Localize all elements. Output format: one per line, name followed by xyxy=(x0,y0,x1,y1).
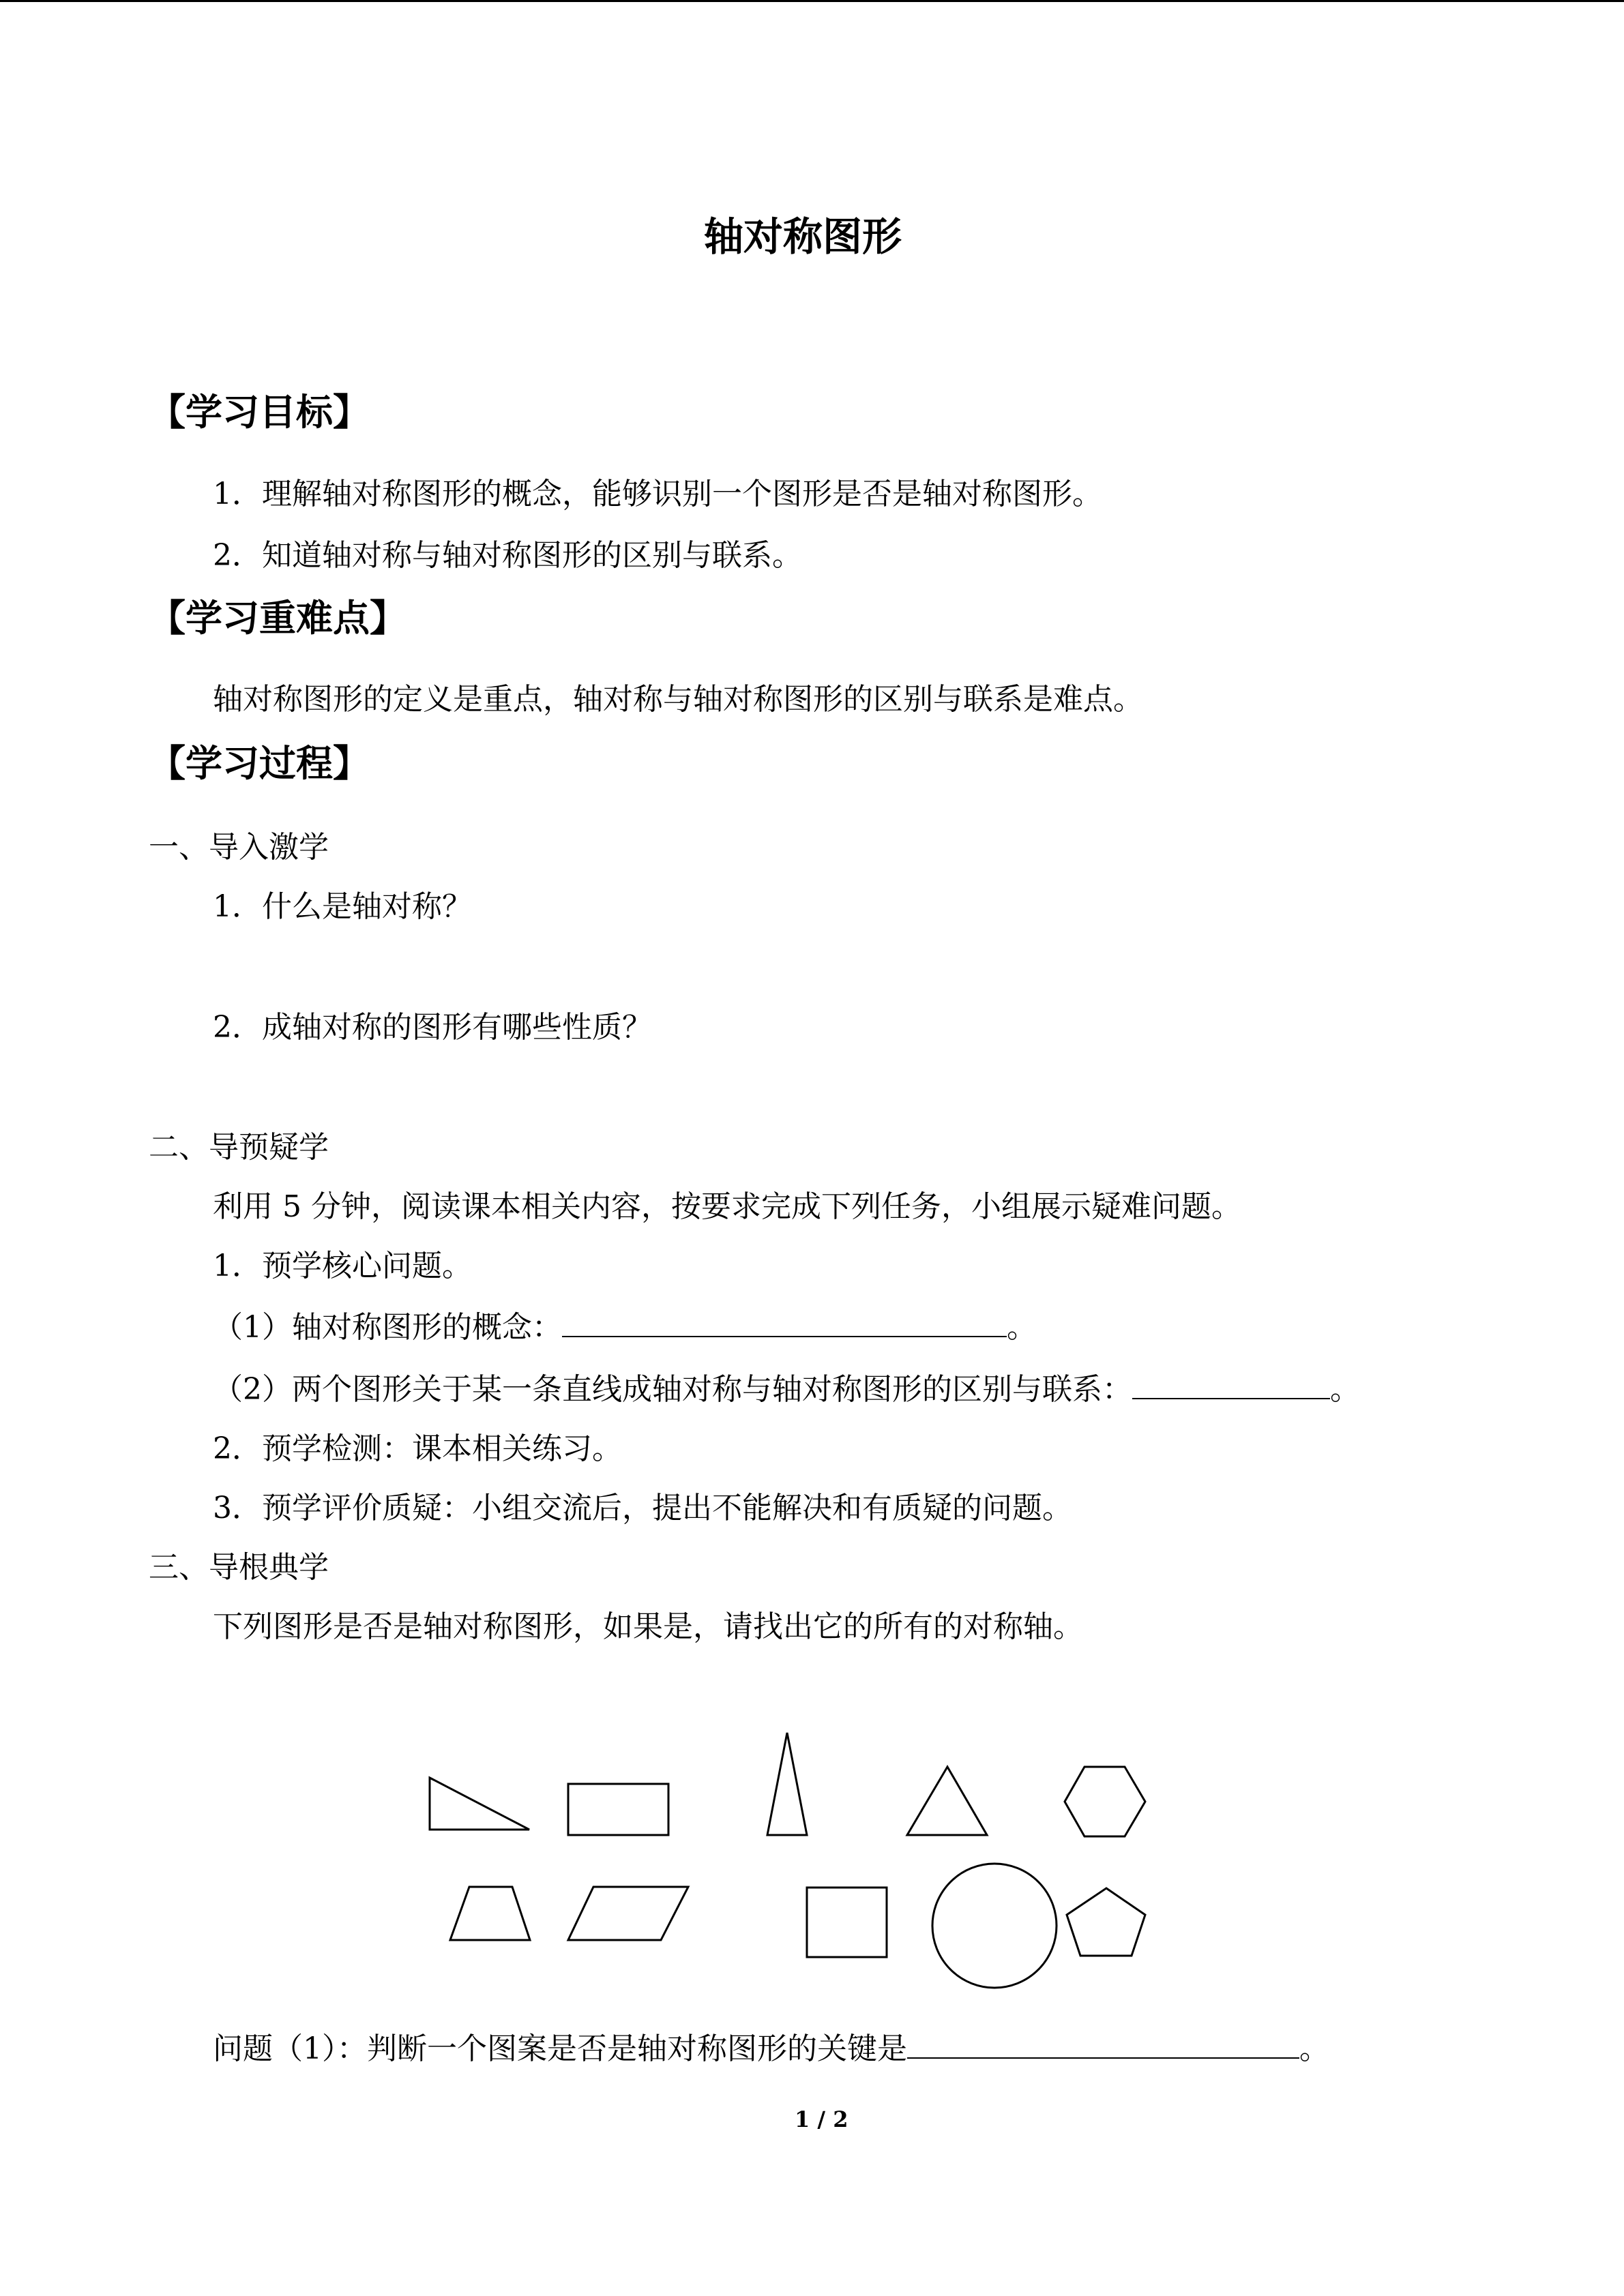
key-points-text: 轴对称图形的定义是重点，轴对称与轴对称图形的区别与联系是难点。 xyxy=(213,682,1143,717)
sub-question-2-end: 。 xyxy=(1330,1372,1360,1407)
part2-intro: 利用 5 分钟，阅读课本相关内容，按要求完成下列任务，小组展示疑难问题。 xyxy=(213,1189,1241,1224)
page-number: 1 / 2 xyxy=(795,2106,848,2132)
sub-question-1-text: （1）轴对称图形的概念： xyxy=(213,1310,562,1345)
sub-question-2-text: （2）两个图形关于某一条直线成轴对称与轴对称图形的区别与联系： xyxy=(213,1372,1132,1407)
part3-title: 三、导根典学 xyxy=(149,1550,329,1585)
answer-blank-3[interactable] xyxy=(907,2037,1299,2059)
part3-question-end: 。 xyxy=(1299,2031,1329,2066)
part3-intro: 下列图形是否是轴对称图形，如果是，请找出它的所有的对称轴。 xyxy=(213,1609,1083,1644)
part1-title: 一、导入激学 xyxy=(149,830,329,865)
isosceles-triangle-shape xyxy=(767,1733,807,1835)
part1-question-1: 1．什么是轴对称？ xyxy=(213,889,472,924)
goal-item-2: 2．知道轴对称与轴对称图形的区别与联系。 xyxy=(213,538,802,573)
sub-question-1-end: 。 xyxy=(1007,1310,1037,1345)
goal-item-1: 1．理解轴对称图形的概念，能够识别一个图形是否是轴对称图形。 xyxy=(213,477,1102,511)
key-points-heading: 【学习重难点】 xyxy=(149,597,407,640)
part2-item-3: 3．预学评价质疑：小组交流后，提出不能解决和有质疑的问题。 xyxy=(213,1491,1072,1525)
page-title: 轴对称图形 xyxy=(704,213,902,260)
trapezoid-shape xyxy=(450,1887,530,1940)
part3-question-text: 问题（1）：判断一个图案是否是轴对称图形的关键是 xyxy=(213,2031,907,2066)
parallelogram-shape xyxy=(568,1887,688,1940)
part2-title: 二、导预疑学 xyxy=(149,1130,329,1165)
pentagon-shape xyxy=(1067,1888,1145,1956)
goals-heading: 【学习目标】 xyxy=(149,391,370,434)
process-heading: 【学习过程】 xyxy=(149,742,370,785)
hexagon-shape xyxy=(1065,1767,1145,1836)
part1-question-2: 2．成轴对称的图形有哪些性质？ xyxy=(213,1010,652,1045)
circle-shape xyxy=(932,1864,1057,1988)
part2-item-2: 2．预学检测：课本相关练习。 xyxy=(213,1431,622,1466)
rectangle-shape xyxy=(568,1784,668,1835)
square-shape xyxy=(807,1888,887,1957)
right-triangle-shape xyxy=(430,1778,529,1830)
equilateral-triangle-shape xyxy=(907,1767,987,1835)
part2-item-1: 1．预学核心问题。 xyxy=(213,1249,472,1283)
part3-question xyxy=(213,2031,1329,2066)
